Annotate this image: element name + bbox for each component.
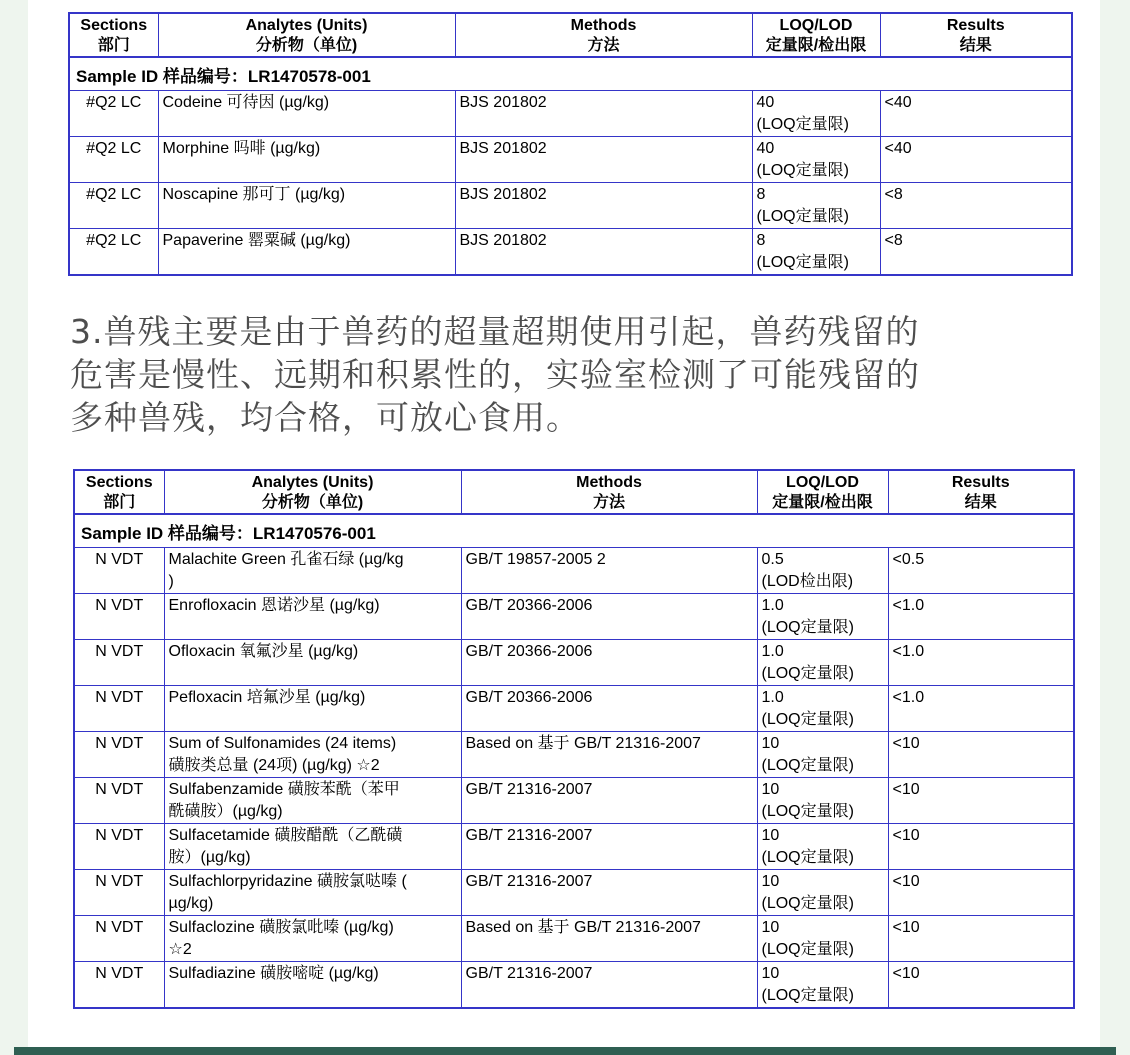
section-cell: N VDT <box>74 916 164 962</box>
analyte-cell: Codeine 可待因 (µg/kg) <box>158 91 455 137</box>
loq-value: 40 <box>756 140 775 157</box>
section-cell: #Q2 LC <box>69 229 158 276</box>
table-row <box>74 916 1074 962</box>
result-cell: <8 <box>880 183 1072 229</box>
table-row <box>74 732 1074 778</box>
analyte-line: ) <box>168 573 174 590</box>
table-header-row <box>74 470 1074 514</box>
loq-value: 10 <box>761 827 780 844</box>
loq-cell <box>757 962 888 1009</box>
section-cell: N VDT <box>74 732 164 778</box>
loq-type: (LOQ定量限) <box>761 665 854 682</box>
loq-type: (LOQ定量限) <box>761 619 854 636</box>
table-row <box>74 594 1074 640</box>
result-cell: <10 <box>888 824 1074 870</box>
method-cell: GB/T 20366-2006 <box>461 594 757 640</box>
loq-type: (LOQ定量限) <box>756 162 849 179</box>
analyte-cell <box>164 824 461 870</box>
method-cell: GB/T 21316-2007 <box>461 870 757 916</box>
result-cell: <40 <box>880 137 1072 183</box>
section-cell: N VDT <box>74 870 164 916</box>
loq-value: 10 <box>761 735 780 752</box>
loq-type: (LOQ定量限) <box>756 208 849 225</box>
table-row <box>74 548 1074 594</box>
table-row <box>74 824 1074 870</box>
loq-type: (LOQ定量限) <box>761 757 854 774</box>
header-loq-lod: LOQ/LOD 定量限/检出限 <box>752 13 880 57</box>
footer-bar <box>14 1047 1116 1055</box>
method-cell: GB/T 21316-2007 <box>461 824 757 870</box>
loq-type: (LOQ定量限) <box>761 803 854 820</box>
note-line: 多种兽残，均合格，可放心食用。 <box>70 398 580 437</box>
note-line: 危害是慢性、远期和积累性的，实验室检测了可能残留的 <box>70 355 920 394</box>
loq-cell <box>757 686 888 732</box>
table-row <box>74 870 1074 916</box>
loq-value: 10 <box>761 965 780 982</box>
result-cell: <1.0 <box>888 594 1074 640</box>
method-cell: GB/T 21316-2007 <box>461 962 757 1009</box>
loq-value: 1.0 <box>761 597 784 614</box>
table-row <box>74 686 1074 732</box>
analyte-line: Sulfaclozine 磺胺氯吡嗪 (µg/kg) <box>168 919 394 936</box>
loq-value: 10 <box>761 781 780 798</box>
loq-type: (LOQ定量限) <box>756 254 849 271</box>
method-cell: BJS 201802 <box>455 183 752 229</box>
loq-type: (LOQ定量限) <box>761 711 854 728</box>
method-cell: GB/T 19857-2005 2 <box>461 548 757 594</box>
loq-value: 1.0 <box>761 643 784 660</box>
loq-type: (LOD检出限) <box>761 573 854 590</box>
header-analytes: Analytes (Units) 分析物（单位) <box>158 13 455 57</box>
analyte-line: ☆2 <box>168 941 192 958</box>
analyte-cell <box>164 548 461 594</box>
loq-cell <box>757 548 888 594</box>
analyte-cell: Noscapine 那可丁 (µg/kg) <box>158 183 455 229</box>
analyte-line: 磺胺类总量 (24项) (µg/kg) ☆2 <box>168 757 380 774</box>
section-cell: N VDT <box>74 686 164 732</box>
method-cell: BJS 201802 <box>455 137 752 183</box>
analyte-line: Enrofloxacin 恩诺沙星 (µg/kg) <box>168 597 380 614</box>
loq-value: 10 <box>761 919 780 936</box>
analyte-cell <box>164 732 461 778</box>
result-cell: <10 <box>888 916 1074 962</box>
section-cell: N VDT <box>74 640 164 686</box>
analyte-line: Sulfacetamide 磺胺醋酰（乙酰磺 <box>168 827 403 844</box>
header-loq-lod: LOQ/LOD 定量限/检出限 <box>757 470 888 514</box>
analyte-line: µg/kg) <box>168 895 214 912</box>
table-row <box>74 640 1074 686</box>
header-methods: Methods 方法 <box>461 470 757 514</box>
analyte-line: Sulfadiazine 磺胺嘧啶 (µg/kg) <box>168 965 379 982</box>
section-cell: N VDT <box>74 962 164 1009</box>
header-analytes: Analytes (Units) 分析物（单位) <box>164 470 461 514</box>
header-sections: Sections 部门 <box>74 470 164 514</box>
analyte-line: Sum of Sulfonamides (24 items) <box>168 735 397 752</box>
loq-value: 8 <box>756 232 766 249</box>
loq-type: (LOQ定量限) <box>761 941 854 958</box>
header-methods: Methods 方法 <box>455 13 752 57</box>
result-cell: <10 <box>888 962 1074 1009</box>
loq-value: 10 <box>761 873 780 890</box>
analyte-line: 胺）(µg/kg) <box>168 849 251 866</box>
results-table-veterinary-drugs <box>73 469 1075 1009</box>
table-row <box>74 962 1074 1009</box>
loq-cell <box>757 732 888 778</box>
loq-cell <box>757 778 888 824</box>
section-cell: N VDT <box>74 594 164 640</box>
section-cell: N VDT <box>74 778 164 824</box>
section-cell: #Q2 LC <box>69 137 158 183</box>
note-line: 3.兽残主要是由于兽药的超量超期使用引起，兽药残留的 <box>70 312 920 351</box>
analyte-cell <box>164 870 461 916</box>
method-cell: GB/T 21316-2007 <box>461 778 757 824</box>
analyte-cell <box>164 962 461 1009</box>
table-row <box>74 778 1074 824</box>
loq-value: 8 <box>756 186 766 203</box>
loq-cell <box>757 870 888 916</box>
analyte-cell <box>164 916 461 962</box>
section-cell: N VDT <box>74 548 164 594</box>
analyte-line: Sulfabenzamide 磺胺苯酰（苯甲 <box>168 781 400 798</box>
analyte-cell: Papaverine 罂粟碱 (µg/kg) <box>158 229 455 276</box>
analyte-cell: Morphine 吗啡 (µg/kg) <box>158 137 455 183</box>
method-cell: GB/T 20366-2006 <box>461 686 757 732</box>
loq-type: (LOQ定量限) <box>761 849 854 866</box>
loq-type: (LOQ定量限) <box>761 987 854 1004</box>
method-cell: Based on 基于 GB/T 21316-2007 <box>461 916 757 962</box>
analyte-cell <box>164 778 461 824</box>
loq-value: 0.5 <box>761 551 784 568</box>
header-results: Results 结果 <box>951 474 1010 511</box>
section-cell: #Q2 LC <box>69 91 158 137</box>
header-sections: Sections 部门 <box>69 13 158 57</box>
loq-value: 40 <box>756 94 775 111</box>
analyte-line: Sulfachlorpyridazine 磺胺氯哒嗪 ( <box>168 873 407 890</box>
sample-id-label: Sample ID 样品编号：LR1470578-001 <box>69 57 1072 91</box>
loq-cell <box>757 916 888 962</box>
loq-type: (LOQ定量限) <box>761 895 854 912</box>
result-cell: <10 <box>888 732 1074 778</box>
method-cell: BJS 201802 <box>455 229 752 276</box>
analyte-cell <box>164 640 461 686</box>
analyte-line: Pefloxacin 培氟沙星 (µg/kg) <box>168 689 366 706</box>
section-cell: N VDT <box>74 824 164 870</box>
loq-cell <box>757 824 888 870</box>
header-results: Results 结果 <box>946 17 1005 54</box>
loq-type: (LOQ定量限) <box>756 116 849 133</box>
analyte-cell <box>164 594 461 640</box>
analyte-line: Malachite Green 孔雀石绿 (µg/kg <box>168 551 404 568</box>
analyte-line: 酰磺胺）(µg/kg) <box>168 803 283 820</box>
result-cell: <0.5 <box>888 548 1074 594</box>
method-cell: BJS 201802 <box>455 91 752 137</box>
loq-cell <box>757 594 888 640</box>
method-cell: Based on 基于 GB/T 21316-2007 <box>461 732 757 778</box>
result-cell: <10 <box>888 778 1074 824</box>
method-cell: GB/T 20366-2006 <box>461 640 757 686</box>
result-cell: <8 <box>880 229 1072 276</box>
analyte-cell <box>164 686 461 732</box>
result-cell: <1.0 <box>888 686 1074 732</box>
sample-id-label: Sample ID 样品编号：LR1470576-001 <box>74 514 1074 548</box>
result-cell: <10 <box>888 870 1074 916</box>
section-cell: #Q2 LC <box>69 183 158 229</box>
result-cell: <40 <box>880 91 1072 137</box>
result-cell: <1.0 <box>888 640 1074 686</box>
loq-value: 1.0 <box>761 689 784 706</box>
analyte-line: Ofloxacin 氧氟沙星 (µg/kg) <box>168 643 359 660</box>
loq-cell <box>757 640 888 686</box>
